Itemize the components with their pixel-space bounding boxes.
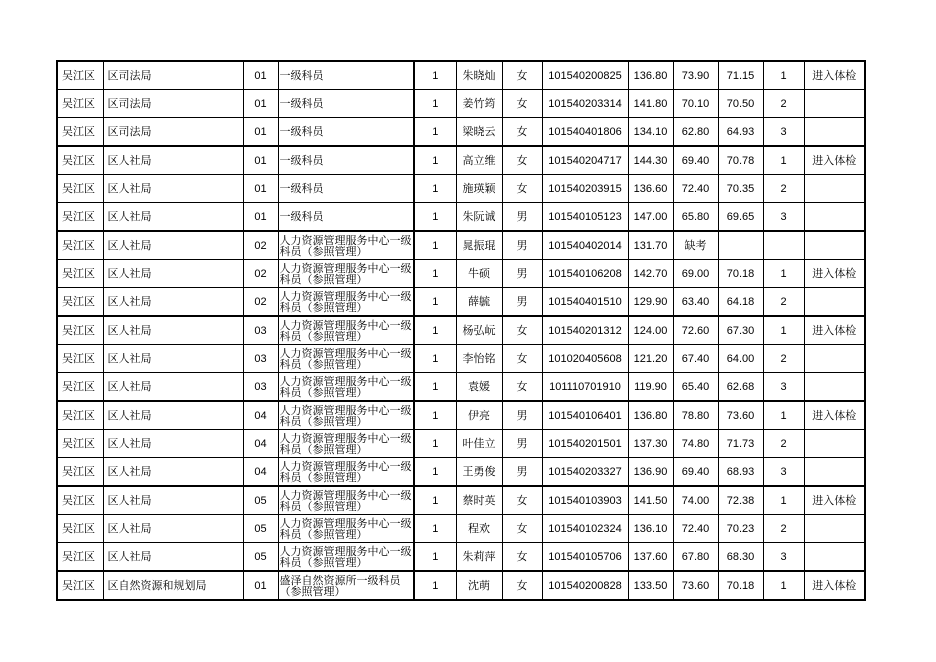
- district-cell: 吴江区: [57, 203, 103, 232]
- total-score-cell: 71.73: [718, 430, 763, 458]
- name-cell: 姜竹筠: [456, 90, 502, 118]
- written-score-cell: 144.30: [628, 146, 673, 175]
- table-row: [57, 543, 865, 572]
- department-cell: 区司法局: [103, 90, 243, 118]
- department-cell: 区人社局: [103, 373, 243, 402]
- department-cell: 区人社局: [103, 260, 243, 288]
- gender-cell: 女: [502, 175, 542, 203]
- plan-count-cell: 1: [414, 231, 456, 260]
- gender-cell: 女: [502, 316, 542, 345]
- name-cell: 牛硕: [456, 260, 502, 288]
- post-code-cell: 02: [243, 231, 278, 260]
- table-row: [57, 515, 865, 543]
- rank-cell: 3: [763, 373, 804, 402]
- plan-count-cell: 1: [414, 203, 456, 232]
- district-cell: 吴江区: [57, 90, 103, 118]
- rank-cell: 3: [763, 458, 804, 487]
- interview-score-cell: 72.60: [673, 316, 718, 345]
- interview-score-cell: 69.40: [673, 458, 718, 487]
- total-score-cell: 70.78: [718, 146, 763, 175]
- note-cell: [804, 345, 865, 373]
- name-cell: 蔡时英: [456, 486, 502, 515]
- written-score-cell: 141.50: [628, 486, 673, 515]
- interview-score-cell: 73.60: [673, 571, 718, 600]
- note-cell: 进入体检: [804, 316, 865, 345]
- rank-cell: 1: [763, 146, 804, 175]
- post-code-cell: 03: [243, 373, 278, 402]
- total-score-cell: 62.68: [718, 373, 763, 402]
- post-cell: 人力资源管理服务中心一级科员（参照管理）: [278, 345, 414, 373]
- post-cell: 人力资源管理服务中心一级科员（参照管理）: [278, 316, 414, 345]
- rank-cell: 2: [763, 288, 804, 317]
- post-cell: 人力资源管理服务中心一级科员（参照管理）: [278, 458, 414, 487]
- department-cell: 区人社局: [103, 486, 243, 515]
- district-cell: 吴江区: [57, 260, 103, 288]
- name-cell: 薛毓: [456, 288, 502, 317]
- post-code-cell: 01: [243, 571, 278, 600]
- name-cell: 梁晓云: [456, 118, 502, 147]
- district-cell: 吴江区: [57, 486, 103, 515]
- post-code-cell: 04: [243, 458, 278, 487]
- gender-cell: 男: [502, 430, 542, 458]
- name-cell: 伊亮: [456, 401, 502, 430]
- rank-cell: 1: [763, 401, 804, 430]
- total-score-cell: 70.18: [718, 260, 763, 288]
- table-row: [57, 175, 865, 203]
- post-code-cell: 04: [243, 401, 278, 430]
- post-cell: 盛泽自然资源所一级科员（参照管理）: [278, 571, 414, 600]
- district-cell: 吴江区: [57, 175, 103, 203]
- department-cell: 区人社局: [103, 401, 243, 430]
- table-row: [57, 90, 865, 118]
- interview-score-cell: 65.40: [673, 373, 718, 402]
- post-code-cell: 04: [243, 430, 278, 458]
- name-cell: 程欢: [456, 515, 502, 543]
- ticket-number-cell: 101540203327: [542, 458, 628, 487]
- rank-cell: 1: [763, 61, 804, 90]
- post-cell: 人力资源管理服务中心一级科员（参照管理）: [278, 260, 414, 288]
- name-cell: 王勇俊: [456, 458, 502, 487]
- rank-cell: 1: [763, 316, 804, 345]
- interview-score-cell: 78.80: [673, 401, 718, 430]
- ticket-number-cell: 101540103903: [542, 486, 628, 515]
- ticket-number-cell: 101540203314: [542, 90, 628, 118]
- name-cell: 沈萌: [456, 571, 502, 600]
- written-score-cell: 129.90: [628, 288, 673, 317]
- written-score-cell: 133.50: [628, 571, 673, 600]
- rank-cell: 3: [763, 118, 804, 147]
- plan-count-cell: 1: [414, 458, 456, 487]
- ticket-number-cell: 101110701910: [542, 373, 628, 402]
- interview-score-cell: 69.00: [673, 260, 718, 288]
- gender-cell: 女: [502, 373, 542, 402]
- name-cell: 李怡铭: [456, 345, 502, 373]
- plan-count-cell: 1: [414, 486, 456, 515]
- district-cell: 吴江区: [57, 571, 103, 600]
- plan-count-cell: 1: [414, 430, 456, 458]
- post-cell: 一级科员: [278, 90, 414, 118]
- interview-score-cell: 缺考: [673, 231, 718, 260]
- results-table: [56, 60, 866, 601]
- district-cell: 吴江区: [57, 458, 103, 487]
- district-cell: 吴江区: [57, 288, 103, 317]
- note-cell: [804, 458, 865, 487]
- interview-score-cell: 67.40: [673, 345, 718, 373]
- department-cell: 区人社局: [103, 175, 243, 203]
- gender-cell: 女: [502, 345, 542, 373]
- ticket-number-cell: 101540203915: [542, 175, 628, 203]
- written-score-cell: 136.60: [628, 175, 673, 203]
- plan-count-cell: 1: [414, 401, 456, 430]
- plan-count-cell: 1: [414, 543, 456, 572]
- ticket-number-cell: 101540105123: [542, 203, 628, 232]
- gender-cell: 女: [502, 486, 542, 515]
- note-cell: 进入体检: [804, 61, 865, 90]
- note-cell: [804, 231, 865, 260]
- ticket-number-cell: 101540401806: [542, 118, 628, 147]
- post-cell: 一级科员: [278, 118, 414, 147]
- total-score-cell: 70.35: [718, 175, 763, 203]
- ticket-number-cell: 101540201312: [542, 316, 628, 345]
- post-code-cell: 01: [243, 203, 278, 232]
- post-code-cell: 01: [243, 175, 278, 203]
- interview-score-cell: 62.80: [673, 118, 718, 147]
- name-cell: 杨弘岏: [456, 316, 502, 345]
- gender-cell: 女: [502, 61, 542, 90]
- department-cell: 区人社局: [103, 430, 243, 458]
- interview-score-cell: 74.00: [673, 486, 718, 515]
- plan-count-cell: 1: [414, 260, 456, 288]
- interview-score-cell: 69.40: [673, 146, 718, 175]
- interview-score-cell: 65.80: [673, 203, 718, 232]
- district-cell: 吴江区: [57, 231, 103, 260]
- total-score-cell: 64.00: [718, 345, 763, 373]
- name-cell: 袁媛: [456, 373, 502, 402]
- post-code-cell: 02: [243, 260, 278, 288]
- note-cell: 进入体检: [804, 146, 865, 175]
- gender-cell: 男: [502, 288, 542, 317]
- note-cell: 进入体检: [804, 401, 865, 430]
- gender-cell: 男: [502, 203, 542, 232]
- rank-cell: 1: [763, 260, 804, 288]
- ticket-number-cell: 101540106401: [542, 401, 628, 430]
- department-cell: 区自然资源和规划局: [103, 571, 243, 600]
- plan-count-cell: 1: [414, 345, 456, 373]
- gender-cell: 女: [502, 515, 542, 543]
- written-score-cell: 134.10: [628, 118, 673, 147]
- district-cell: 吴江区: [57, 430, 103, 458]
- note-cell: [804, 90, 865, 118]
- post-code-cell: 05: [243, 543, 278, 572]
- total-score-cell: 73.60: [718, 401, 763, 430]
- written-score-cell: 142.70: [628, 260, 673, 288]
- note-cell: [804, 175, 865, 203]
- rank-cell: 2: [763, 430, 804, 458]
- plan-count-cell: 1: [414, 571, 456, 600]
- ticket-number-cell: 101540401510: [542, 288, 628, 317]
- table-row: [57, 373, 865, 402]
- interview-score-cell: 73.90: [673, 61, 718, 90]
- table-row: [57, 345, 865, 373]
- name-cell: 施瑛颖: [456, 175, 502, 203]
- table-row: [57, 203, 865, 232]
- rank-cell: [763, 231, 804, 260]
- table-row: [57, 316, 865, 345]
- total-score-cell: 64.93: [718, 118, 763, 147]
- total-score-cell: 68.93: [718, 458, 763, 487]
- gender-cell: 女: [502, 571, 542, 600]
- interview-score-cell: 72.40: [673, 175, 718, 203]
- gender-cell: 女: [502, 543, 542, 572]
- total-score-cell: [718, 231, 763, 260]
- written-score-cell: 137.30: [628, 430, 673, 458]
- plan-count-cell: 1: [414, 373, 456, 402]
- rank-cell: 1: [763, 486, 804, 515]
- department-cell: 区人社局: [103, 515, 243, 543]
- rank-cell: 3: [763, 543, 804, 572]
- department-cell: 区人社局: [103, 458, 243, 487]
- ticket-number-cell: 101540102324: [542, 515, 628, 543]
- gender-cell: 女: [502, 90, 542, 118]
- table-row: [57, 288, 865, 317]
- rank-cell: 3: [763, 203, 804, 232]
- ticket-number-cell: 101540200828: [542, 571, 628, 600]
- note-cell: [804, 373, 865, 402]
- department-cell: 区人社局: [103, 345, 243, 373]
- total-score-cell: 67.30: [718, 316, 763, 345]
- gender-cell: 女: [502, 118, 542, 147]
- note-cell: [804, 543, 865, 572]
- total-score-cell: 68.30: [718, 543, 763, 572]
- plan-count-cell: 1: [414, 515, 456, 543]
- post-code-cell: 01: [243, 90, 278, 118]
- table-row: [57, 458, 865, 487]
- note-cell: 进入体检: [804, 486, 865, 515]
- ticket-number-cell: 101540402014: [542, 231, 628, 260]
- written-score-cell: 136.80: [628, 401, 673, 430]
- department-cell: 区人社局: [103, 316, 243, 345]
- post-code-cell: 01: [243, 61, 278, 90]
- note-cell: 进入体检: [804, 571, 865, 600]
- written-score-cell: 137.60: [628, 543, 673, 572]
- plan-count-cell: 1: [414, 316, 456, 345]
- written-score-cell: 124.00: [628, 316, 673, 345]
- department-cell: 区人社局: [103, 543, 243, 572]
- total-score-cell: 70.50: [718, 90, 763, 118]
- table-row: [57, 61, 865, 90]
- written-score-cell: 136.10: [628, 515, 673, 543]
- total-score-cell: 70.18: [718, 571, 763, 600]
- note-cell: [804, 288, 865, 317]
- rank-cell: 2: [763, 175, 804, 203]
- interview-score-cell: 72.40: [673, 515, 718, 543]
- department-cell: 区人社局: [103, 231, 243, 260]
- post-cell: 一级科员: [278, 61, 414, 90]
- district-cell: 吴江区: [57, 373, 103, 402]
- post-code-cell: 02: [243, 288, 278, 317]
- post-cell: 人力资源管理服务中心一级科员（参照管理）: [278, 515, 414, 543]
- post-code-cell: 03: [243, 345, 278, 373]
- department-cell: 区人社局: [103, 288, 243, 317]
- table-row: [57, 118, 865, 147]
- interview-score-cell: 74.80: [673, 430, 718, 458]
- district-cell: 吴江区: [57, 401, 103, 430]
- name-cell: 朱阮诚: [456, 203, 502, 232]
- total-score-cell: 72.38: [718, 486, 763, 515]
- table-body: [57, 61, 865, 600]
- rank-cell: 2: [763, 90, 804, 118]
- written-score-cell: 131.70: [628, 231, 673, 260]
- post-cell: 人力资源管理服务中心一级科员（参照管理）: [278, 231, 414, 260]
- table-row: [57, 430, 865, 458]
- table-row: [57, 401, 865, 430]
- post-cell: 人力资源管理服务中心一级科员（参照管理）: [278, 373, 414, 402]
- post-cell: 人力资源管理服务中心一级科员（参照管理）: [278, 543, 414, 572]
- rank-cell: 2: [763, 515, 804, 543]
- post-cell: 一级科员: [278, 203, 414, 232]
- plan-count-cell: 1: [414, 175, 456, 203]
- note-cell: [804, 430, 865, 458]
- district-cell: 吴江区: [57, 61, 103, 90]
- post-code-cell: 05: [243, 486, 278, 515]
- post-code-cell: 01: [243, 146, 278, 175]
- name-cell: 叶佳立: [456, 430, 502, 458]
- interview-score-cell: 67.80: [673, 543, 718, 572]
- gender-cell: 男: [502, 401, 542, 430]
- table-row: [57, 146, 865, 175]
- note-cell: [804, 515, 865, 543]
- post-cell: 一级科员: [278, 175, 414, 203]
- department-cell: 区人社局: [103, 203, 243, 232]
- plan-count-cell: 1: [414, 288, 456, 317]
- total-score-cell: 64.18: [718, 288, 763, 317]
- rank-cell: 2: [763, 345, 804, 373]
- ticket-number-cell: 101540201501: [542, 430, 628, 458]
- written-score-cell: 136.90: [628, 458, 673, 487]
- ticket-number-cell: 101020405608: [542, 345, 628, 373]
- district-cell: 吴江区: [57, 118, 103, 147]
- rank-cell: 1: [763, 571, 804, 600]
- department-cell: 区司法局: [103, 118, 243, 147]
- plan-count-cell: 1: [414, 90, 456, 118]
- department-cell: 区人社局: [103, 146, 243, 175]
- table-row: [57, 571, 865, 600]
- ticket-number-cell: 101540106208: [542, 260, 628, 288]
- department-cell: 区司法局: [103, 61, 243, 90]
- gender-cell: 男: [502, 260, 542, 288]
- gender-cell: 男: [502, 458, 542, 487]
- note-cell: 进入体检: [804, 260, 865, 288]
- post-cell: 人力资源管理服务中心一级科员（参照管理）: [278, 288, 414, 317]
- interview-score-cell: 63.40: [673, 288, 718, 317]
- note-cell: [804, 118, 865, 147]
- total-score-cell: 71.15: [718, 61, 763, 90]
- ticket-number-cell: 101540105706: [542, 543, 628, 572]
- district-cell: 吴江区: [57, 345, 103, 373]
- post-cell: 人力资源管理服务中心一级科员（参照管理）: [278, 401, 414, 430]
- table-row: [57, 486, 865, 515]
- ticket-number-cell: 101540204717: [542, 146, 628, 175]
- interview-score-cell: 70.10: [673, 90, 718, 118]
- table-row: [57, 260, 865, 288]
- district-cell: 吴江区: [57, 543, 103, 572]
- ticket-number-cell: 101540200825: [542, 61, 628, 90]
- written-score-cell: 147.00: [628, 203, 673, 232]
- post-code-cell: 01: [243, 118, 278, 147]
- name-cell: 高立维: [456, 146, 502, 175]
- post-code-cell: 05: [243, 515, 278, 543]
- written-score-cell: 119.90: [628, 373, 673, 402]
- total-score-cell: 69.65: [718, 203, 763, 232]
- gender-cell: 女: [502, 146, 542, 175]
- plan-count-cell: 1: [414, 118, 456, 147]
- total-score-cell: 70.23: [718, 515, 763, 543]
- name-cell: 朱莉萍: [456, 543, 502, 572]
- post-cell: 人力资源管理服务中心一级科员（参照管理）: [278, 430, 414, 458]
- gender-cell: 男: [502, 231, 542, 260]
- name-cell: 晁振琨: [456, 231, 502, 260]
- written-score-cell: 136.80: [628, 61, 673, 90]
- district-cell: 吴江区: [57, 316, 103, 345]
- written-score-cell: 121.20: [628, 345, 673, 373]
- district-cell: 吴江区: [57, 146, 103, 175]
- post-cell: 一级科员: [278, 146, 414, 175]
- post-cell: 人力资源管理服务中心一级科员（参照管理）: [278, 486, 414, 515]
- name-cell: 朱晓灿: [456, 61, 502, 90]
- post-code-cell: 03: [243, 316, 278, 345]
- note-cell: [804, 203, 865, 232]
- table-row: [57, 231, 865, 260]
- district-cell: 吴江区: [57, 515, 103, 543]
- plan-count-cell: 1: [414, 146, 456, 175]
- plan-count-cell: 1: [414, 61, 456, 90]
- written-score-cell: 141.80: [628, 90, 673, 118]
